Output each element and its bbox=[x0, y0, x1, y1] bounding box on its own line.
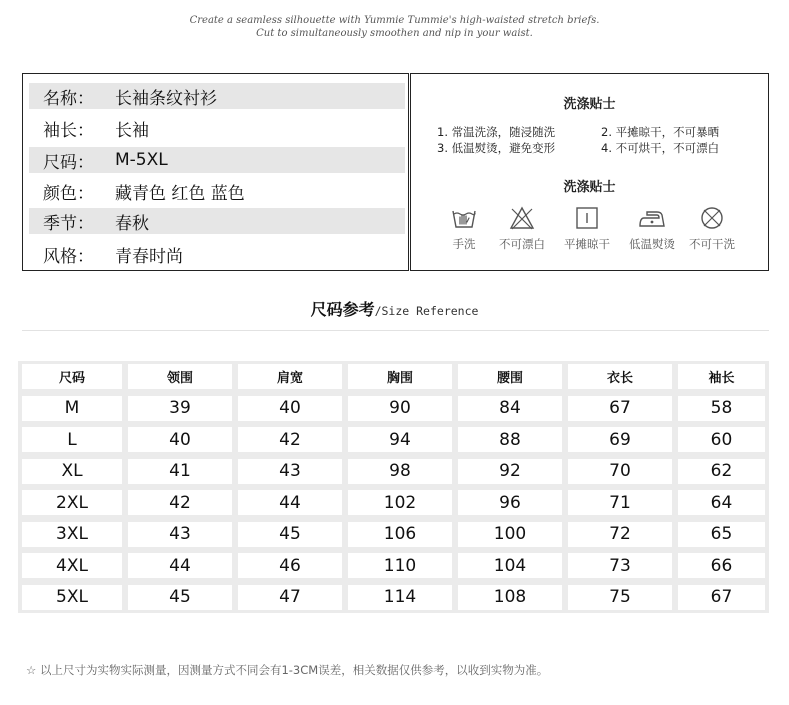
table-cell: 44 bbox=[238, 490, 342, 515]
care-icon-label: 不可漂白 bbox=[499, 237, 545, 251]
care-box bbox=[410, 73, 769, 271]
table-cell: 42 bbox=[238, 427, 342, 452]
table-cell: 65 bbox=[678, 522, 765, 547]
info-row-size bbox=[29, 147, 405, 173]
heading-divider bbox=[22, 330, 769, 331]
table-cell: 39 bbox=[128, 396, 232, 421]
table-cell: 92 bbox=[458, 459, 562, 484]
care-tip: 3. 低温熨烫，避免变形 bbox=[437, 141, 556, 155]
info-value: 长袖 bbox=[115, 120, 149, 141]
table-row bbox=[18, 519, 769, 551]
table-row bbox=[18, 424, 769, 456]
table-cell: 43 bbox=[128, 522, 232, 547]
table-cell: 104 bbox=[458, 553, 562, 578]
table-cell: 71 bbox=[568, 490, 672, 515]
info-value: 藏青色 红色 蓝色 bbox=[115, 183, 245, 204]
table-cell: 41 bbox=[128, 459, 232, 484]
table-row bbox=[18, 550, 769, 582]
table-cell: 102 bbox=[348, 490, 452, 515]
info-row-name bbox=[29, 83, 405, 109]
info-key: 名称： bbox=[43, 88, 94, 109]
table-header-cell: 衣长 bbox=[568, 364, 672, 389]
care-icon-label: 平摊晾干 bbox=[564, 237, 610, 251]
info-value: M-5XL bbox=[115, 150, 168, 170]
size-title-en: /Size Reference bbox=[374, 304, 479, 318]
footnote: ☆ 以上尺寸为实物实际测量，因测量方式不同会有1-3CM误差，相关数据仅供参考，以收到实物为准。 bbox=[26, 663, 549, 677]
table-cell: 47 bbox=[238, 585, 342, 610]
table-cell: 3XL bbox=[22, 522, 122, 547]
table-header-cell: 肩宽 bbox=[238, 364, 342, 389]
table-row bbox=[18, 393, 769, 425]
care-item-hand-wash bbox=[433, 206, 495, 252]
info-key: 风格： bbox=[43, 246, 94, 267]
table-cell: 110 bbox=[348, 553, 452, 578]
info-row-color bbox=[29, 178, 405, 204]
dry-flat-icon bbox=[574, 206, 600, 230]
table-cell: 75 bbox=[568, 585, 672, 610]
table-cell: 69 bbox=[568, 427, 672, 452]
table-cell: 108 bbox=[458, 585, 562, 610]
info-value: 长袖条纹衬衫 bbox=[115, 88, 217, 109]
table-cell: 62 bbox=[678, 459, 765, 484]
care-item-low-iron bbox=[621, 206, 683, 252]
table-cell: 46 bbox=[238, 553, 342, 578]
care-icon-label: 手洗 bbox=[452, 237, 476, 251]
product-info-box bbox=[22, 73, 409, 271]
info-row-style bbox=[29, 241, 405, 267]
care-tip: 4. 不可烘干，不可漂白 bbox=[601, 141, 720, 155]
table-header-cell: 袖长 bbox=[678, 364, 765, 389]
table-cell: 100 bbox=[458, 522, 562, 547]
care-item-no-bleach bbox=[491, 206, 553, 252]
table-cell: 44 bbox=[128, 553, 232, 578]
table-header-cell: 领围 bbox=[128, 364, 232, 389]
table-cell: 84 bbox=[458, 396, 562, 421]
table-cell: 60 bbox=[678, 427, 765, 452]
tagline-line-2: Cut to simultaneously smoothen and nip in your waist. bbox=[256, 28, 533, 39]
table-cell: 66 bbox=[678, 553, 765, 578]
info-row-sleeve bbox=[29, 115, 405, 141]
info-value: 春秋 bbox=[115, 213, 149, 234]
table-header-row bbox=[18, 361, 769, 393]
table-header-cell: 尺码 bbox=[22, 364, 122, 389]
table-cell: XL bbox=[22, 459, 122, 484]
care-title: 洗涤贴士 bbox=[563, 97, 616, 112]
info-key: 袖长： bbox=[43, 120, 94, 141]
info-value: 青春时尚 bbox=[115, 246, 183, 267]
table-cell: 45 bbox=[238, 522, 342, 547]
table-cell: 40 bbox=[128, 427, 232, 452]
table-cell: 45 bbox=[128, 585, 232, 610]
table-cell: 40 bbox=[238, 396, 342, 421]
table-cell: 67 bbox=[678, 585, 765, 610]
table-cell: 70 bbox=[568, 459, 672, 484]
care-icon-label: 低温熨烫 bbox=[629, 237, 675, 251]
info-row-season bbox=[29, 208, 405, 234]
table-cell: 72 bbox=[568, 522, 672, 547]
table-cell: 73 bbox=[568, 553, 672, 578]
table-header-cell: 胸围 bbox=[348, 364, 452, 389]
table-cell: 90 bbox=[348, 396, 452, 421]
care-item-no-dry-clean bbox=[681, 206, 743, 252]
table-cell: L bbox=[22, 427, 122, 452]
table-cell: 2XL bbox=[22, 490, 122, 515]
table-cell: 64 bbox=[678, 490, 765, 515]
care-symbols-title: 洗涤贴士 bbox=[563, 180, 616, 195]
care-tip: 1. 常温洗涤，随浸随洗 bbox=[437, 125, 556, 139]
info-key: 尺码： bbox=[43, 152, 94, 173]
table-cell: 96 bbox=[458, 490, 562, 515]
table-cell: 5XL bbox=[22, 585, 122, 610]
table-row bbox=[18, 456, 769, 488]
size-reference-heading bbox=[0, 297, 789, 320]
table-cell: 94 bbox=[348, 427, 452, 452]
table-cell: 106 bbox=[348, 522, 452, 547]
tagline bbox=[0, 14, 789, 40]
table-cell: 67 bbox=[568, 396, 672, 421]
table-cell: 43 bbox=[238, 459, 342, 484]
table-cell: 98 bbox=[348, 459, 452, 484]
table-cell: M bbox=[22, 396, 122, 421]
table-cell: 114 bbox=[348, 585, 452, 610]
table-cell: 4XL bbox=[22, 553, 122, 578]
table-row bbox=[18, 582, 769, 614]
care-tip: 2. 平摊晾干，不可暴晒 bbox=[601, 125, 720, 139]
table-row bbox=[18, 487, 769, 519]
info-key: 颜色： bbox=[43, 183, 94, 204]
hand-wash-icon bbox=[451, 206, 477, 230]
table-header-cell: 腰围 bbox=[458, 364, 562, 389]
table-cell: 42 bbox=[128, 490, 232, 515]
low-iron-icon bbox=[637, 206, 667, 230]
no-dry-clean-icon bbox=[699, 206, 725, 230]
care-icon-label: 不可干洗 bbox=[689, 237, 735, 251]
table-cell: 58 bbox=[678, 396, 765, 421]
no-bleach-icon bbox=[509, 206, 535, 230]
tagline-line-1: Create a seamless silhouette with Yummie Tummie's high-waisted stretch briefs. bbox=[189, 15, 600, 26]
info-key: 季节： bbox=[43, 213, 94, 234]
size-title-zh: 尺码参考 bbox=[310, 300, 375, 319]
care-item-dry-flat bbox=[556, 206, 618, 252]
size-table bbox=[18, 361, 769, 613]
table-cell: 88 bbox=[458, 427, 562, 452]
